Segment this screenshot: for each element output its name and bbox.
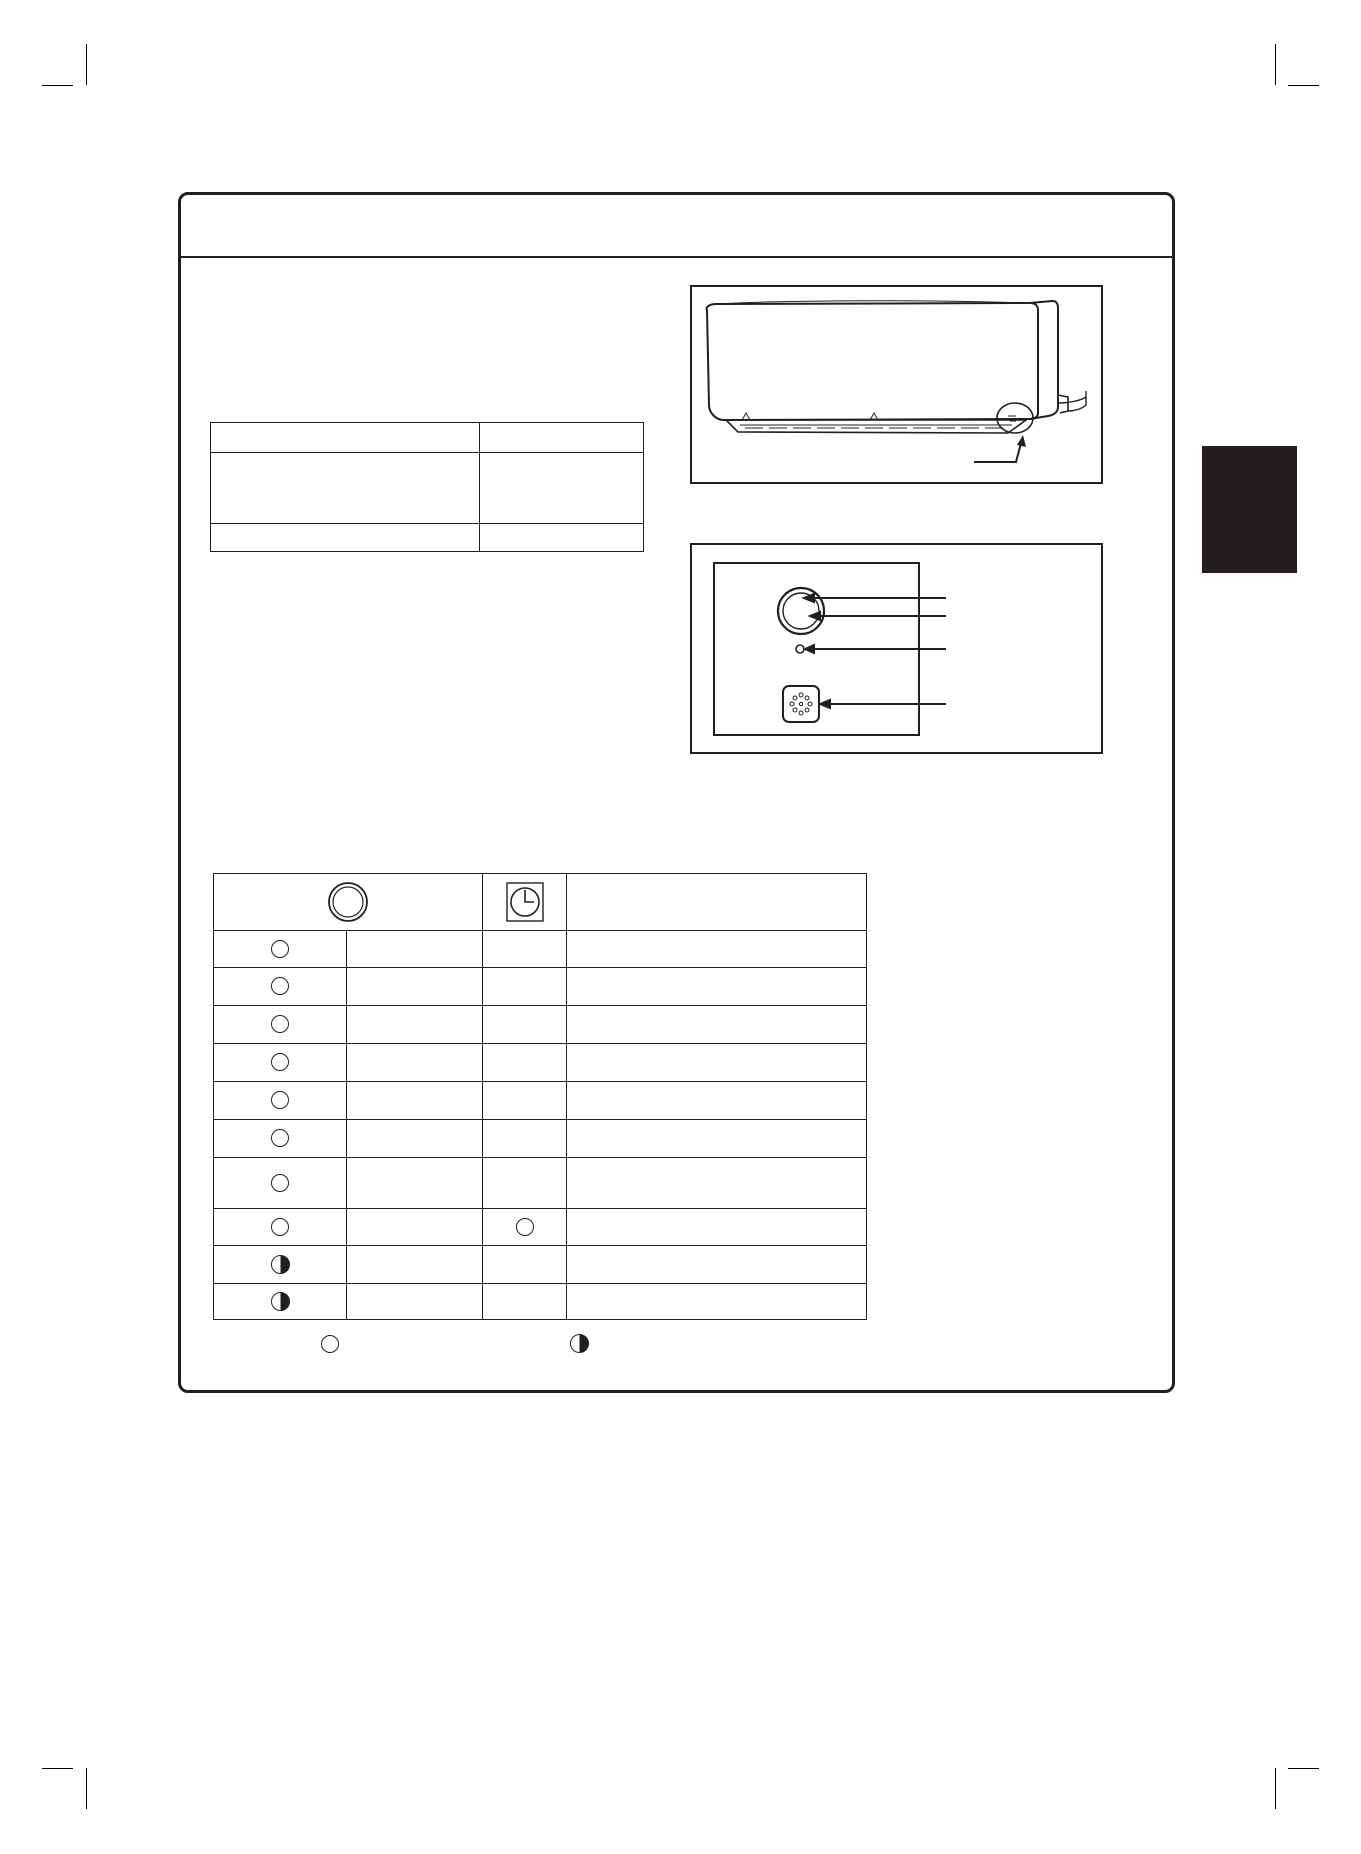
- indicator-off-icon: [271, 1129, 289, 1147]
- table-row: [214, 968, 867, 1006]
- timer-off-icon: [516, 1218, 534, 1236]
- timer-clock-icon: [506, 882, 544, 922]
- indicator-off-icon: [271, 1015, 289, 1033]
- status-table: [213, 873, 867, 1320]
- crop-mark-top-right-h: [1288, 85, 1319, 86]
- crop-mark-top-left-v: [86, 44, 87, 85]
- indicator-off-icon: [271, 1218, 289, 1236]
- crop-mark-top-right-v: [1275, 44, 1276, 85]
- legend-flashing-icon: [570, 1334, 589, 1353]
- indicator-flashing-icon: [271, 1292, 290, 1311]
- table-row: [214, 1044, 867, 1082]
- indoor-unit-illustration: [690, 285, 1104, 485]
- crop-mark-bottom-right-h: [1288, 1768, 1319, 1769]
- crop-mark-top-left-h: [42, 85, 73, 86]
- indicator-off-icon: [271, 977, 289, 995]
- crop-mark-bottom-left-v: [86, 1768, 87, 1809]
- table-row: [214, 931, 867, 968]
- table-header-row: [214, 874, 867, 931]
- crop-mark-bottom-left-h: [42, 1768, 73, 1769]
- indicator-off-icon: [271, 1174, 289, 1192]
- spec-table: [210, 422, 644, 552]
- table-row: [211, 453, 644, 524]
- table-row: [214, 1006, 867, 1044]
- indicator-off-icon: [271, 1091, 289, 1109]
- receiver-grille: [783, 686, 819, 722]
- table-row: [214, 1120, 867, 1158]
- table-row: [214, 1246, 867, 1284]
- indicator-off-icon: [271, 1053, 289, 1071]
- table-row: [214, 1209, 867, 1246]
- section-side-tab: [1202, 446, 1297, 573]
- crop-mark-bottom-right-v: [1275, 1768, 1276, 1809]
- legend-off-icon: [321, 1335, 339, 1353]
- large-ring-indicator: [778, 588, 824, 634]
- table-row: [214, 1284, 867, 1320]
- table-row: [214, 1158, 867, 1209]
- table-row: [211, 423, 644, 453]
- table-row: [214, 1082, 867, 1120]
- frame-header-divider: [181, 256, 1172, 258]
- large-ring-icon: [327, 881, 369, 923]
- table-row: [211, 524, 644, 552]
- indicator-flashing-icon: [271, 1255, 290, 1274]
- indicator-off-icon: [271, 940, 289, 958]
- display-panel-diagram: [690, 543, 1104, 755]
